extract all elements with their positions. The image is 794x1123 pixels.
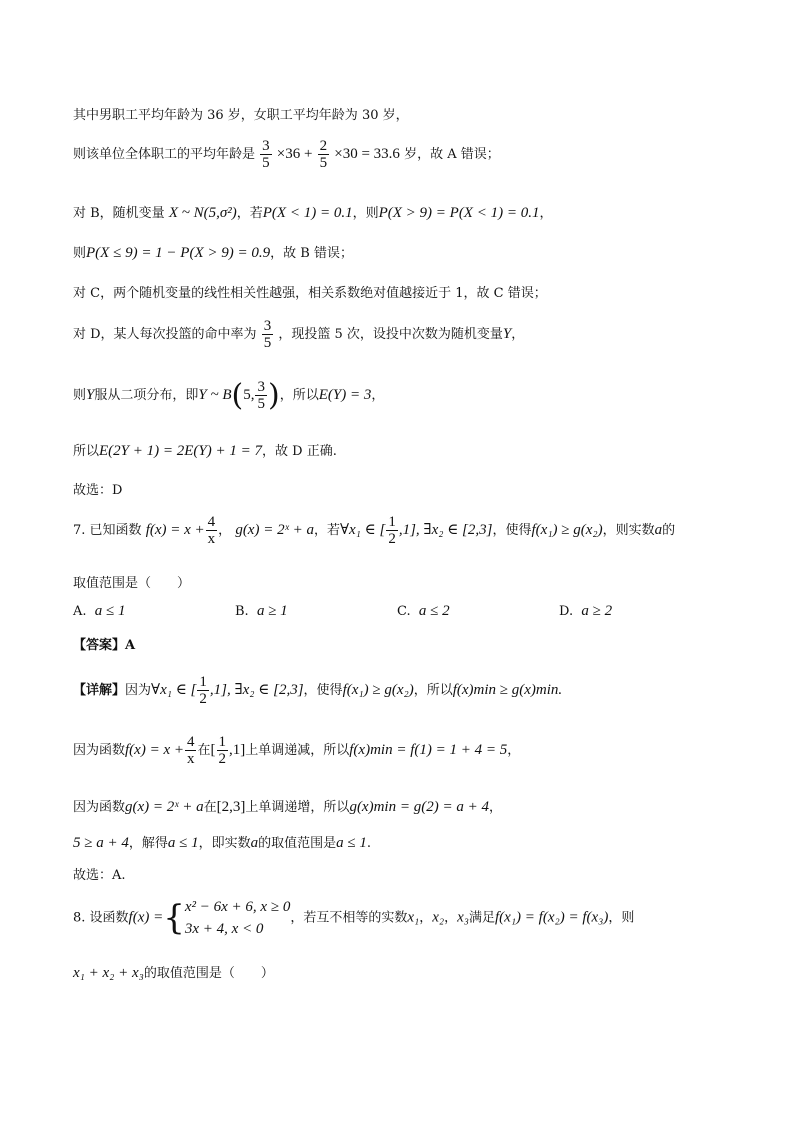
math: f(x) = — [128, 909, 164, 926]
math: E(Y) = 3 — [318, 387, 372, 403]
bracket: [ — [210, 742, 216, 758]
denominator: 5 — [262, 155, 270, 171]
math: f(x) = x + — [125, 742, 184, 758]
piecewise-cases — [185, 896, 290, 940]
math: f(x)min = f(1) = 1 + 4 = 5 — [349, 742, 508, 758]
text: ，所以 — [279, 388, 319, 403]
case-2: 3x + 4, x < 0 — [184, 921, 264, 937]
math: ,1] — [229, 742, 246, 758]
math: Y — [502, 326, 512, 342]
denominator: 5 — [263, 335, 272, 351]
fraction — [255, 379, 267, 412]
text: ，若 — [313, 523, 340, 538]
text: ，使得 — [303, 683, 343, 698]
math: P(X > 9) = P(X < 1) = 0.1 — [378, 205, 540, 221]
fraction — [185, 734, 197, 767]
text: 在 — [203, 800, 217, 815]
math: ×36 + — [276, 146, 313, 162]
text: ，则 — [608, 910, 635, 926]
text: 上单调递减，所以 — [245, 743, 350, 758]
text-line: 故选：D — [73, 483, 123, 498]
text: 则该单位全体职工的平均年龄是 — [73, 147, 256, 162]
denominator: 5 — [257, 396, 265, 412]
paren-open: ( — [231, 378, 244, 413]
answer-label: 【答案】A — [73, 638, 136, 653]
option-b — [235, 603, 288, 620]
math: 5 ≥ a + 4 — [73, 835, 129, 851]
text: 的取值范围是（ ） — [143, 966, 274, 981]
text: ，则实数 — [602, 523, 655, 538]
numerator: 4 — [186, 734, 195, 750]
text-line — [73, 242, 353, 262]
fraction — [260, 138, 272, 171]
math: f(x) = x + — [145, 522, 205, 538]
math: ×30 = 33.6 — [334, 146, 400, 162]
text-line: 其中男职工平均年龄为 36 岁，女职工平均年龄为 30 岁， — [73, 108, 409, 123]
text: ，现投篮 5 次，设投中次数为随机变量 — [278, 327, 503, 342]
numerator: 1 — [388, 514, 396, 530]
text-line — [73, 202, 552, 222]
text: 在 — [197, 743, 211, 758]
option-label: A. — [73, 604, 87, 619]
math: g(x) = 2ˣ + a — [235, 522, 314, 538]
math: ∀x₁ ∈ [ — [339, 522, 386, 538]
fraction — [197, 674, 209, 707]
math: g(x) = 2ˣ + a — [125, 799, 204, 815]
option-value: a ≤ 1 — [94, 603, 126, 619]
text-line: 取值范围是（ ） — [73, 576, 191, 591]
text: ， — [488, 800, 502, 815]
text-line — [73, 832, 371, 852]
text: ，所以 — [413, 683, 453, 698]
denominator: 2 — [199, 691, 207, 707]
case-1: x² − 6x + 6, x ≥ 0 — [184, 899, 291, 915]
math: f(x₁) = f(x₂) = f(x₃) — [495, 909, 609, 926]
text-line — [73, 138, 500, 171]
math: f(x)min ≥ g(x)min. — [452, 682, 563, 698]
math: X ~ N(5,σ²) — [168, 205, 237, 221]
text: 满足 — [469, 910, 496, 926]
text-line — [73, 796, 502, 816]
detail-label: 【详解】 — [73, 683, 126, 698]
text: 岁，故 A 错误； — [404, 147, 500, 162]
numerator: 4 — [207, 514, 216, 530]
denominator: x — [207, 531, 216, 547]
text: 对 B，随机变量 — [73, 206, 165, 221]
math: a — [654, 522, 663, 538]
math: f(x₁) ≥ g(x₂) — [531, 522, 603, 538]
question-8 — [73, 896, 634, 940]
text: ， — [507, 743, 521, 758]
text-line — [73, 440, 337, 460]
math: a ≤ 1 — [336, 835, 367, 851]
option-c — [397, 603, 450, 620]
text: 因为函数 — [73, 800, 126, 815]
text: ， — [371, 388, 385, 403]
text: 8. 设函数 — [73, 910, 129, 926]
text: ， — [511, 327, 525, 342]
math: Y ~ B — [198, 387, 232, 403]
denominator: x — [186, 751, 195, 767]
math: P(X < 1) = 0.1 — [262, 205, 353, 221]
text: ，使得 — [492, 523, 532, 538]
text: 因为 — [125, 683, 152, 698]
math: ,1], ∃x₂ ∈ [2,3] — [398, 522, 493, 538]
fraction — [217, 734, 229, 767]
text: 7. 已知函数 — [73, 523, 142, 538]
text: ，故 B 错误； — [270, 246, 353, 261]
text: ，故 D 正确. — [262, 444, 337, 459]
question-7 — [73, 514, 675, 547]
option-a — [73, 603, 126, 620]
numerator: 1 — [218, 734, 226, 750]
text-line: 对 C，两个随机变量的线性相关性越强，相关系数绝对值越接近于 1，故 C 错误； — [73, 286, 547, 301]
math: a — [250, 835, 259, 851]
fraction — [318, 138, 330, 171]
text: 因为函数 — [73, 743, 126, 758]
math: x₃ — [457, 909, 469, 926]
text: ，即实数 — [198, 836, 251, 851]
math: E(2Y + 1) = 2E(Y) + 1 = 7 — [99, 443, 262, 459]
text: ，解得 — [128, 836, 168, 851]
text: ，若互不相等的实数 — [290, 910, 408, 926]
text: ， — [419, 910, 433, 926]
math: x₁ — [407, 909, 420, 926]
math: x₂ — [432, 909, 445, 926]
math: P(X ≤ 9) = 1 − P(X > 9) = 0.9 — [86, 245, 271, 261]
math: [2,3] — [216, 799, 246, 815]
numerator: 2 — [319, 138, 328, 154]
option-label: D. — [559, 604, 574, 619]
text: 所以 — [73, 444, 100, 459]
numerator: 3 — [262, 138, 270, 154]
text-line: 故选：A. — [73, 868, 126, 883]
math: ∀x₁ ∈ [ — [151, 682, 197, 698]
fraction — [386, 514, 398, 547]
math: x₁ + x₂ + x₃ — [73, 965, 144, 981]
math: a ≤ 1 — [167, 835, 199, 851]
text-line — [73, 734, 520, 767]
option-value: a ≤ 2 — [418, 603, 450, 619]
text: ， — [539, 206, 553, 221]
numerator: 3 — [257, 379, 265, 395]
text: ，则 — [352, 206, 379, 221]
text: 的 — [662, 523, 676, 538]
denominator: 5 — [319, 155, 328, 171]
text: 对 D，某人每次投篮的命中率为 — [73, 327, 257, 342]
math: f(x₁) ≥ g(x₂) — [342, 682, 414, 698]
option-value: a ≥ 1 — [256, 603, 288, 619]
fraction — [206, 514, 218, 547]
math: Y — [86, 387, 95, 403]
text: 则 — [73, 388, 87, 403]
text: ，若 — [236, 206, 263, 221]
denominator: 2 — [388, 531, 396, 547]
text-line — [73, 674, 562, 707]
text: 服从二项分布，即 — [94, 388, 199, 403]
option-d — [559, 603, 612, 620]
text-line — [73, 318, 524, 351]
paren-close: ) — [267, 378, 280, 413]
option-label: B. — [235, 604, 249, 619]
math: ,1], ∃x₂ ∈ [2,3] — [209, 682, 304, 698]
text: 则 — [73, 246, 87, 261]
text: 的取值范围是 — [258, 836, 337, 851]
option-label: C. — [397, 604, 411, 619]
text-line — [73, 962, 274, 982]
text: ， — [218, 523, 232, 538]
brace: { — [163, 898, 185, 938]
numerator: 3 — [263, 318, 272, 334]
text: . — [366, 836, 372, 851]
text-line — [73, 378, 384, 413]
numerator: 1 — [199, 674, 207, 690]
math: 5, — [243, 387, 255, 403]
fraction — [262, 318, 274, 351]
math: g(x)min = g(2) = a + 4 — [349, 799, 489, 815]
denominator: 2 — [218, 751, 226, 767]
text: ， — [444, 910, 458, 926]
option-value: a ≥ 2 — [581, 603, 613, 619]
text: 上单调递增，所以 — [245, 800, 350, 815]
